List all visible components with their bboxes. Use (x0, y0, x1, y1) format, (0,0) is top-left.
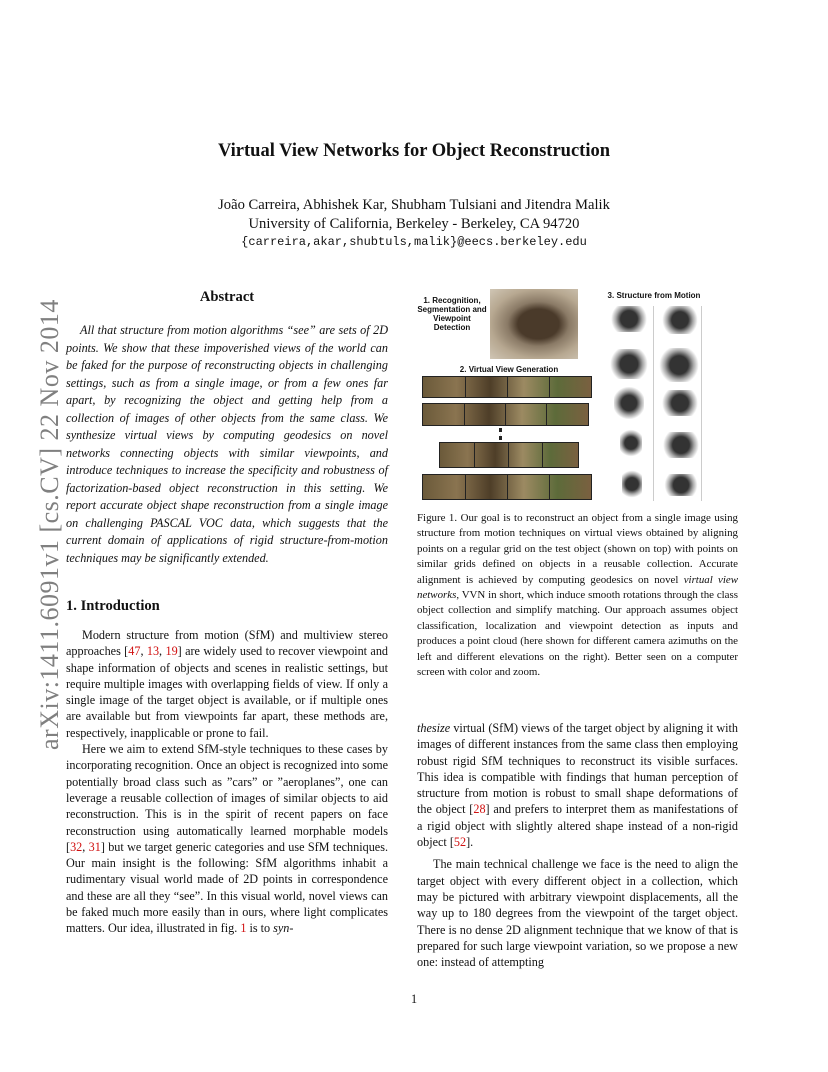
intro-heading: 1. Introduction (66, 598, 160, 614)
citation-link[interactable]: 31 (88, 839, 101, 854)
figure-link[interactable]: 1 (240, 921, 247, 936)
citation-link[interactable]: 19 (165, 644, 178, 659)
abstract-text: All that structure from motion algorithms “see” are sets of 2D points. We show that these impoverished views of the world can be faked for the purpose of reconstructing objects in challenging settings, such as from a single image, or from a few ones far apart, by recognizing the object and getting help from a collection of images of other objects from the same class. We synthesize virtual views by computing geodesics on novel networks connecting objects with similar viewpoints, and introduce techniques to increase the specificity and robustness of factorization-based object reconstruction in this setting. We report accurate object shape reconstruction from a single image on challenging PASCAL VOC data, which suggests that the current domain of applications of rigid structure-from-motion techniques may be significantly extended. (66, 323, 388, 565)
citation-link[interactable]: 32 (70, 839, 83, 854)
figure-1 (417, 286, 738, 506)
figure-label-sfm: 3. Structure from Motion (607, 291, 701, 300)
continuation-dots (499, 428, 505, 440)
cow-image (490, 289, 578, 359)
author-affiliation: University of California, Berkeley - Berkeley, CA 94720 (248, 216, 580, 232)
virtual-view-strip (422, 376, 592, 398)
point-cloud (661, 306, 699, 334)
citation-link[interactable]: 47 (128, 644, 141, 659)
left-column-body (66, 627, 388, 937)
point-cloud (609, 349, 649, 379)
page-number: 1 (410, 992, 418, 1006)
figure-label-recognition: 1. Recognition, Segmentation and Viewpoint Detection (417, 296, 487, 332)
point-cloud (661, 432, 701, 458)
citation-link[interactable]: 28 (473, 802, 486, 817)
point-cloud (662, 474, 700, 496)
intro-paragraph-3: thesize virtual (SfM) views of the target object by aligning it with images of different instances from the same class then employing robust rigid SfM techniques to reconstruct its visible surfaces. This idea is compatible with findings that human perception of structure from motion is robust to small shape deformations of the object [28] and prefers to interpret them as manifestations of a rigid object with slightly altered shape instead of a non-rigid object [52]. (417, 721, 738, 850)
point-cloud (659, 348, 699, 382)
column-divider (701, 306, 702, 501)
paper-title: Virtual View Networks for Object Reconstruction (217, 141, 611, 161)
author-block (0, 196, 828, 234)
intro-paragraph-4: The main technical challenge we face is the need to align the target object with every different object in a collection, which may be pictured with arbitrary viewpoint displacements, all the way up to 180 degrees from the viewpoint of the target object. There is no dense 2D alignment technique that we know of that is prepared for such large viewpoint variation, so we propose a new one: instead of attempting (417, 857, 738, 970)
arxiv-identifier: arXiv:1411.6091v1 [cs.CV] 22 Nov 2014 (35, 299, 64, 750)
figure-1-caption: Figure 1. Our goal is to reconstruct an object from a single image using structure from motion techniques on virtual views obtained by aligning points on a regular grid on the test object (shown on top) with points on similar grids defined on objects in a reusable collection. Accurate alignment is achieved by computing geodesics on novel virtual view networks, VVN in short, which induce smooth rotations through the class object collection and simplify matching. Our approach assumes object classification, localization and viewpoint detection as inputs and produces a point cloud (here shown for different camera azimuths on the left and different elevations on the right). Better seen on a computer screen with color and zoom. (417, 512, 738, 679)
right-column-body (417, 720, 738, 970)
point-cloud (660, 390, 700, 416)
citation-link[interactable]: 52 (453, 835, 467, 850)
citation-link[interactable]: 13 (146, 644, 160, 659)
intro-paragraph-2: Here we aim to extend SfM-style techniques to these cases by incorporating recognition. Once an object is recognized into some potentially broad class such as ”cars” or ”aeroplanes”, one can leverage a reusable collection of images of similar objects to aid reconstruction. This is in the spirit of recent papers on face reconstruction using automatically learned morphable models [32, 31] but we target generic categories and use SfM techniques. Our main insight is the following: SfM algorithms inhabit a rudimentary visual world made of 2D points in correspondence and these are all they “see”. In this visual world, novel views can be faked much more easily than in ours, where light complicates matters. Our idea, illustrated in fig. 1 is to syn- (66, 742, 389, 936)
author-names: João Carreira, Abhishek Kar, Shubham Tulsiani and Jitendra Malik (218, 197, 610, 213)
point-cloud (614, 387, 644, 419)
point-cloud (620, 429, 642, 457)
virtual-view-strip (422, 403, 589, 426)
figure-label-virtual-view: 2. Virtual View Generation (459, 365, 559, 374)
point-cloud (622, 469, 642, 499)
virtual-view-strip (422, 474, 592, 500)
author-email: {carreira,akar,shubtuls,malik}@eecs.berkeley.edu (241, 235, 587, 249)
column-divider (653, 306, 654, 501)
point-cloud (609, 306, 649, 332)
intro-paragraph-1: Modern structure from motion (SfM) and multiview stereo approaches [47, 13, 19] are widely used to recover viewpoint and shape information of objects and scenes in realistic settings, but require multiple images with overlapping fields of view. If only a single image of the target object is available, or if multiple ones are available but from viewpoints far apart, these methods are, respectively, inapplicable or prone to fail. (66, 628, 389, 740)
abstract-heading: Abstract (199, 289, 255, 305)
virtual-view-strip (439, 442, 579, 468)
